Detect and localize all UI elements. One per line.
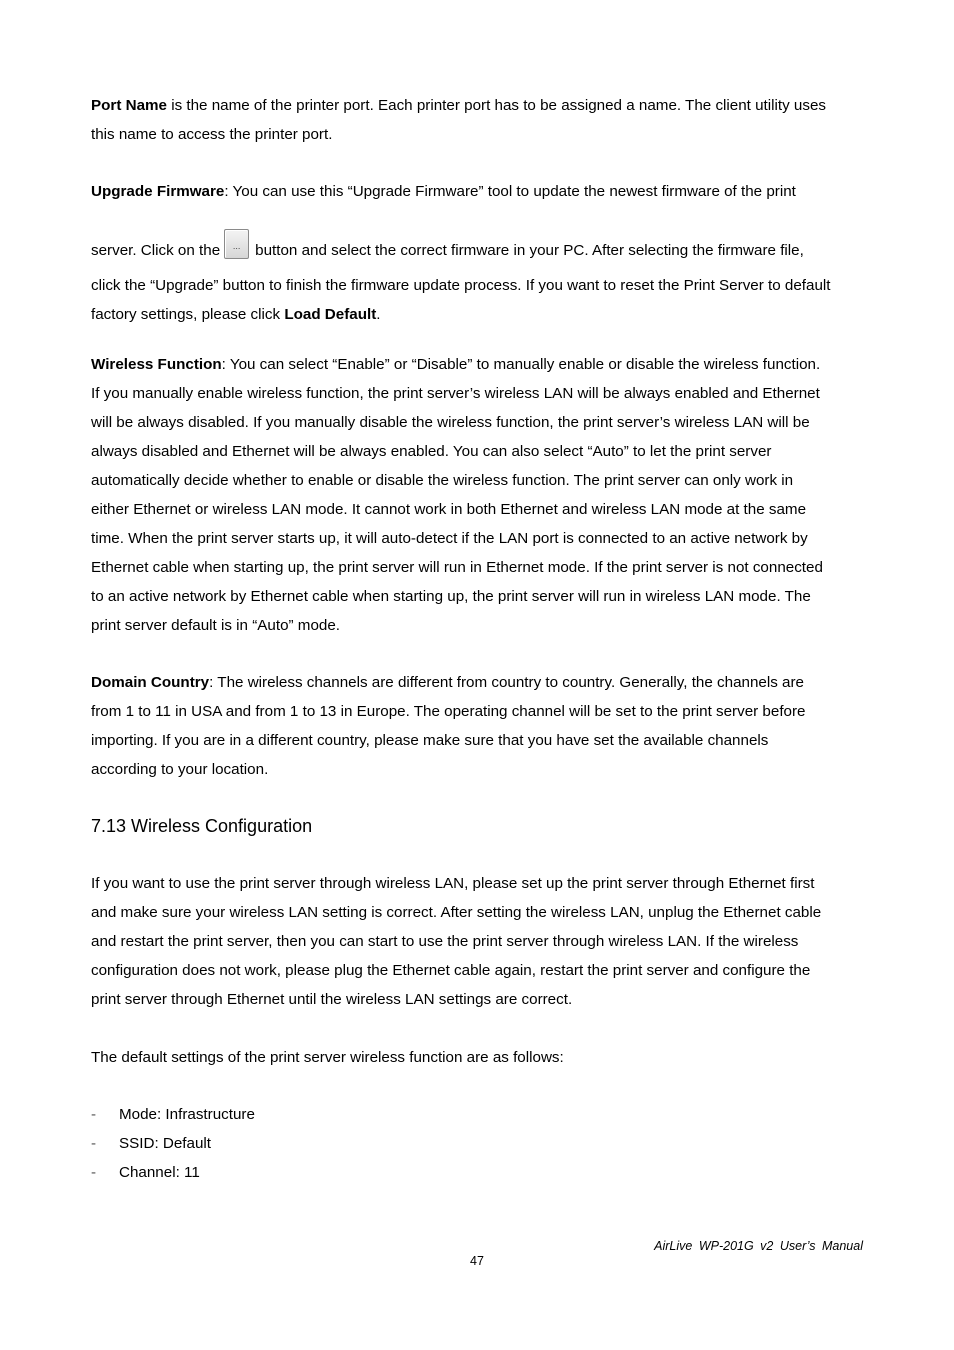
domain-country-text-1: from 1 to 11 in USA and from 1 to 13 in Europe. The operating channel will be set to the print server before [91,703,806,720]
upgrade-firmware-text-2a: server. Click on the [91,242,221,259]
wireless-config-text-2: and restart the print server, then you can start to use the print server through wireless LAN. If the wireless [91,933,799,950]
wireless-config-text-4: print server through Ethernet until the wireless LAN settings are correct. [91,991,573,1008]
wireless-config-text-3: configuration does not work, please plug the Ethernet cable again, restart the print server and configure the [91,962,811,979]
wireless-function-text-2: will be always disabled. If you manually disable the wireless function, the print server’s wireless LAN will be [91,414,810,431]
upgrade-firmware-paragraph [91,177,871,329]
list-item-text: SSID: Default [119,1135,212,1152]
page-number: 47 [470,1254,484,1268]
wireless-function-text-8: to an active network by Ethernet cable when starting up, the print server will run in wireless LAN mode. The [91,588,811,605]
domain-country-term: Domain Country [91,674,210,691]
list-item [91,1129,255,1158]
list-item-text: Channel: 11 [119,1164,200,1181]
upgrade-firmware-text: : You can use this “Upgrade Firmware” tool to update the newest firmware of the print [224,183,796,200]
defaults-list [91,1100,255,1187]
wireless-function-text-5: either Ethernet or wireless LAN mode. It cannot work in both Ethernet and wireless LAN mode at the same [91,501,807,518]
list-item [91,1100,255,1129]
port-name-paragraph [91,91,871,149]
section-heading: 7.13 Wireless Configuration [91,816,313,836]
upgrade-firmware-text-4a: factory settings, please click [91,306,285,323]
upgrade-firmware-term: Upgrade Firmware [91,183,225,200]
upgrade-firmware-text-3: click the “Upgrade” button to finish the firmware update process. If you want to reset the Print Server to default [91,277,831,294]
domain-country-text-0: : The wireless channels are different from country to country. Generally, the channels are [209,674,805,691]
wireless-function-paragraph [91,350,871,640]
defaults-intro: The default settings of the print server wireless function are as follows: [91,1049,564,1066]
list-bullet: - [91,1106,97,1123]
port-name-text-2: this name to access the printer port. [91,126,333,143]
list-bullet: - [91,1135,97,1152]
wireless-config-paragraph [91,869,871,1014]
port-name-term: Port Name [91,97,167,114]
footer-manual-title: AirLive WP-201G v2 User’s Manual [654,1239,863,1253]
upgrade-firmware-text-4b: . [376,306,381,323]
list-bullet: - [91,1164,97,1181]
domain-country-paragraph [91,668,871,784]
browse-button-icon [224,229,249,259]
wireless-function-text-9: print server default is in “Auto” mode. [91,617,341,634]
wireless-function-text-3: always disabled and Ethernet will be always enabled. You can also select “Auto” to let the print server [91,443,772,460]
wireless-function-text-4: automatically decide whether to enable or disable the wireless function. The print server can only work in [91,472,794,489]
list-item-text: Mode: Infrastructure [119,1106,255,1123]
wireless-config-text-1: and make sure your wireless LAN setting is correct. After setting the wireless LAN, unplug the Ethernet cable [91,904,822,921]
upgrade-firmware-text-2b: button and select the correct firmware in your PC. After selecting the firmware file, [255,242,804,259]
wireless-function-text-0: : You can select “Enable” or “Disable” to manually enable or disable the wireless function. [221,356,821,373]
domain-country-text-3: according to your location. [91,761,269,778]
wireless-function-text-7: Ethernet cable when starting up, the print server will run in Ethernet mode. If the print server is not connected [91,559,823,576]
domain-country-text-2: importing. If you are in a different country, please make sure that you have set the available channels [91,732,769,749]
load-default-term: Load Default [284,306,377,323]
list-item [91,1158,255,1187]
wireless-function-text-1: If you manually enable wireless function, the print server’s wireless LAN will be always enabled and Ethernet [91,385,820,402]
browse-button-glyph: ... [232,241,241,251]
port-name-text: is the name of the printer port. Each printer port has to be assigned a name. The client utility uses [166,97,827,114]
wireless-function-text-6: time. When the print server starts up, it will auto-detect if the LAN port is connected to an active network by [91,530,808,547]
wireless-function-term: Wireless Function [91,356,222,373]
wireless-config-text-0: If you want to use the print server through wireless LAN, please set up the print server through Ethernet first [91,875,815,892]
